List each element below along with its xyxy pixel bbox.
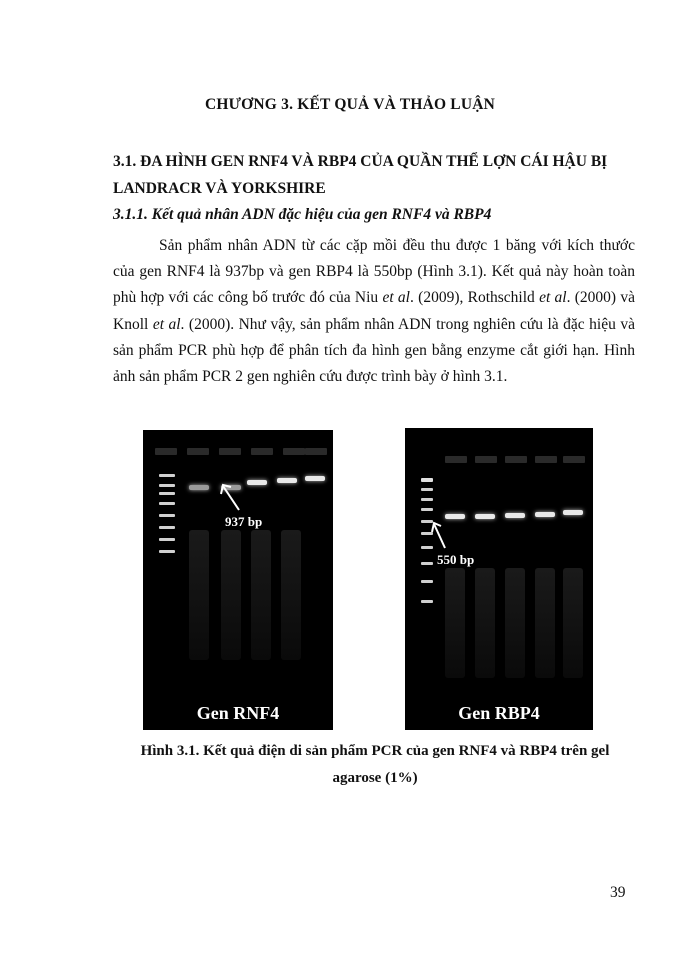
ladder-band (159, 550, 175, 553)
gel-smear (281, 530, 301, 660)
caption-line: Hình 3.1. Kết quả điện di sản phẩm PCR của gen RNF4 và RBP4 trên gel (140, 743, 610, 759)
gel-well (305, 448, 327, 455)
pcr-band (277, 478, 297, 483)
ladder-band (159, 514, 175, 517)
ladder-band (159, 538, 175, 541)
ladder-band (159, 492, 175, 495)
subsection-heading: 3.1.1. Kết quả nhân ADN đặc hiệu của gen RNF4 và RBP4 (113, 206, 492, 223)
band-size-label-rnf4: 937 bp (225, 514, 263, 529)
gel-well (505, 456, 527, 463)
arrow-icon (429, 518, 455, 552)
paragraph-text: . (2009), Rothschild (410, 289, 540, 307)
gel-well (563, 456, 585, 463)
paragraph-text: . (2000). Như vậy, sản phẩm nhân ADN trong nghiên cứu là đặc hiệu và sản phẩm PCR phù hợp để phân tích đa hình gen bằng enzyme cắt giới hạn. Hình ảnh sản phẩm PCR 2 gen nghiên cứu được trình bày ở hình 3.1. (113, 315, 635, 386)
gel-image-rbp4 (405, 428, 593, 730)
ladder-band (421, 488, 433, 491)
ladder-band (421, 498, 433, 501)
band-size-label-rbp4: 550 bp (437, 552, 475, 567)
figure-caption (110, 738, 640, 792)
ladder-band (159, 526, 175, 529)
gel-smear (251, 530, 271, 660)
pcr-band (535, 512, 555, 517)
citation-etal: et al (539, 289, 567, 307)
ladder-band (421, 508, 433, 511)
gel-well (219, 448, 241, 455)
caption-line: agarose (1%) (332, 770, 418, 786)
gel-smear (475, 568, 495, 678)
ladder-band (159, 474, 175, 477)
gel-well (475, 456, 497, 463)
gel-smear (189, 530, 209, 660)
pcr-band (475, 514, 495, 519)
arrow-icon (217, 480, 247, 514)
body-paragraph (113, 233, 635, 390)
section-heading: 3.1. ĐA HÌNH GEN RNF4 VÀ RBP4 CỦA QUẦN THỂ LỢN CÁI HẬU BỊ LANDRACR VÀ YORKSHIRE (113, 153, 608, 197)
ladder-band (421, 600, 433, 603)
chapter-title: CHƯƠNG 3. KẾT QUẢ VÀ THẢO LUẬN (204, 96, 496, 113)
gel-well (535, 456, 557, 463)
ladder-band (159, 502, 175, 505)
ladder-band (421, 562, 433, 565)
ladder-band (421, 478, 433, 482)
ladder-band (421, 580, 433, 583)
paragraph-text: . (2000) và Knoll (113, 289, 635, 333)
gel-well (155, 448, 177, 455)
pcr-band (247, 480, 267, 485)
ladder-band (159, 484, 175, 487)
gel-well (187, 448, 209, 455)
page-number: 39 (610, 884, 626, 901)
pcr-band (305, 476, 325, 481)
gel-well (445, 456, 467, 463)
paragraph-text: Sản phẩm nhân ADN từ các cặp mồi đều thu được 1 băng với kích thước của gen RNF4 là 937bp và gen RBP4 là 550bp (Hình 3.1). Kết quả này hoàn toàn phù hợp với các công bố trước đó của Niu (113, 237, 635, 307)
citation-etal: et al (382, 289, 410, 307)
gel-label-rnf4: Gen RNF4 (196, 703, 280, 723)
citation-etal: et al (152, 315, 181, 333)
gel-image-rnf4 (143, 430, 333, 730)
pcr-band (505, 513, 525, 518)
gel-smear (535, 568, 555, 678)
pcr-band (189, 485, 209, 490)
gel-well (251, 448, 273, 455)
gel-well (283, 448, 305, 455)
gel-smear (563, 568, 583, 678)
gel-smear (505, 568, 525, 678)
pcr-band (563, 510, 583, 515)
gel-smear (445, 568, 465, 678)
gel-smear (221, 530, 241, 660)
gel-label-rbp4: Gen RBP4 (458, 703, 540, 723)
